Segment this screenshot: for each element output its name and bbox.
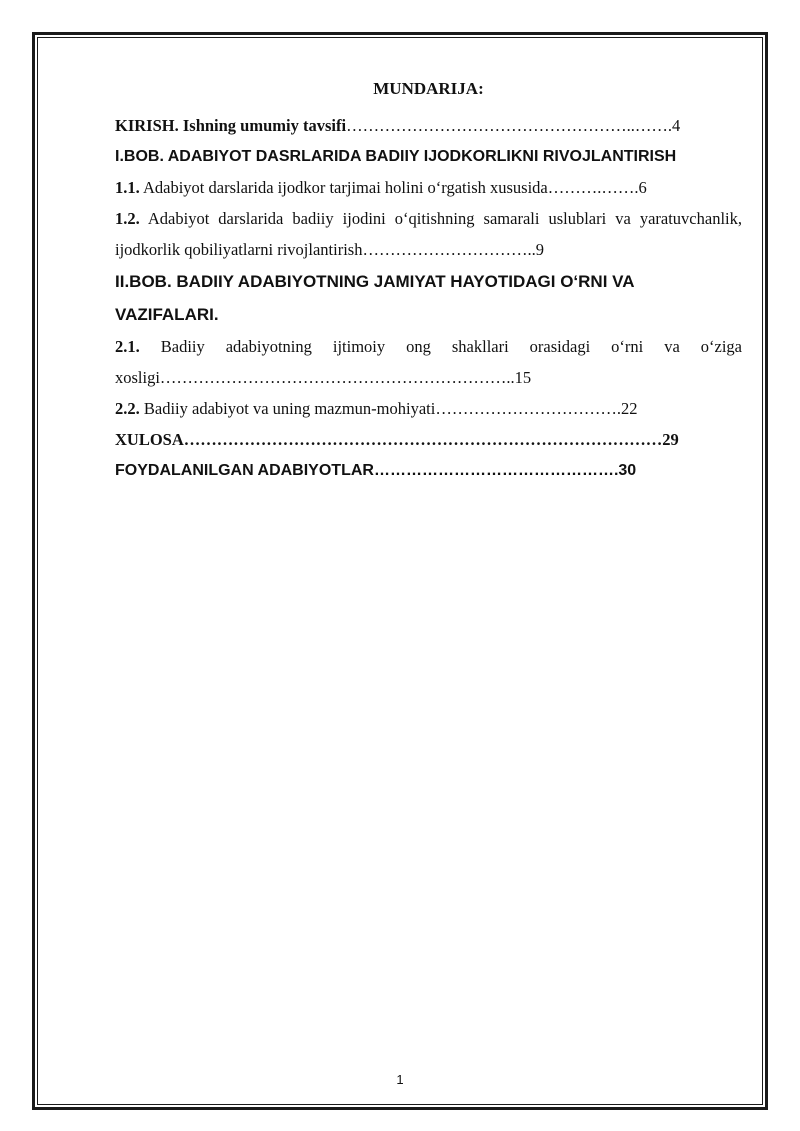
- toc-entry-text: Badiiy adabiyot va uning mazmun-mohiyati…………………………….22: [139, 399, 638, 418]
- toc-entry-xulosa: [115, 424, 742, 455]
- toc-entry-number: 1.1.: [115, 178, 140, 197]
- toc-entry-number: 2.2.: [115, 399, 140, 418]
- toc-chapter-2-label: II.BOB. BADIIY ADABIYOTNING JAMIYAT HAYOTIDAGI O‘RNI VA VAZIFALARI.: [115, 272, 634, 324]
- table-of-contents: [115, 78, 742, 486]
- toc-entry-label: KIRISH. Ishning umumiy tavsifi: [115, 116, 347, 135]
- toc-entry-label: XULOSA……………………………………………………………………………29: [115, 430, 679, 449]
- toc-entry-1-2: [115, 203, 742, 265]
- toc-title: MUNDARIJA:: [373, 79, 484, 98]
- toc-entry-1-1: [115, 172, 742, 203]
- toc-entry-adabiyotlar: [115, 455, 742, 486]
- toc-entry-text: Adabiyot darslarida badiiy ijodini o‘qitishning samarali uslublari va yaratuvchanlik, ijodkorlik qobiliyatlarni rivojlantirish…………………………..9: [115, 209, 742, 259]
- toc-entry-2-2: [115, 393, 742, 424]
- toc-chapter-2: [115, 265, 742, 331]
- toc-entry-number: 2.1.: [115, 337, 140, 356]
- toc-entry-kirish: [115, 110, 742, 141]
- toc-chapter-1: [115, 141, 742, 172]
- toc-entry-number: 1.2.: [115, 209, 140, 228]
- toc-entry-label: FOYDALANILGAN ADABIYOTLAR……………………………………….30: [115, 462, 637, 479]
- page-number: 1: [396, 1072, 404, 1087]
- toc-entry-2-1: [115, 331, 742, 393]
- toc-entry-text: Badiiy adabiyotning ijtimoiy ong shakllari orasidagi o‘rni va o‘ziga xosligi………………………………………………………..15: [115, 337, 742, 387]
- toc-entry-leader: ……………………………………………..…….4: [346, 116, 681, 135]
- toc-chapter-1-label: I.BOB. ADABIYOT DASRLARIDA BADIIY IJODKORLIKNI RIVOJLANTIRISH: [115, 148, 677, 165]
- toc-entry-text: Adabiyot darslarida ijodkor tarjimai holini o‘rgatish xususida……….…….6: [139, 178, 647, 197]
